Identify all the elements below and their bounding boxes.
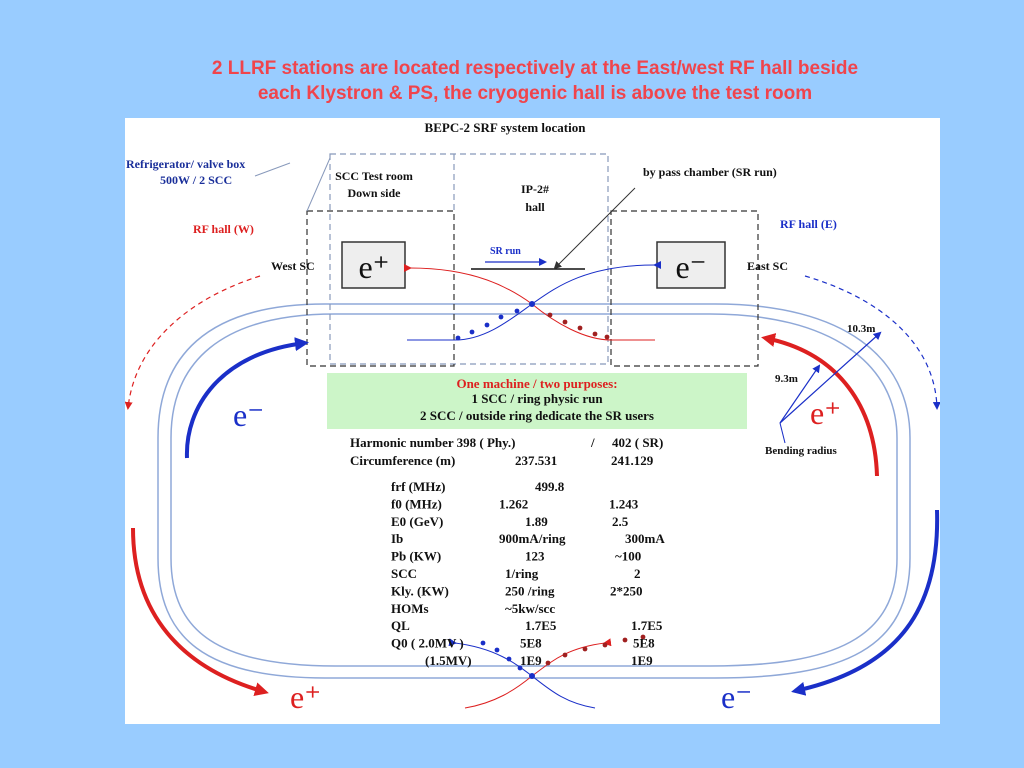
param-name: Ib [391, 531, 404, 547]
param-name: QL [391, 618, 410, 634]
rf-hall-west-label: RF hall (W) [193, 222, 254, 236]
bending-radius-pointer [780, 423, 785, 443]
param-value-sr: ~100 [615, 548, 642, 564]
refrigerator-label-2: 500W / 2 SCC [160, 173, 233, 187]
slide-title [130, 56, 940, 106]
test-room-label-2: Down side [347, 186, 401, 200]
param-value-sr: 1.243 [609, 496, 639, 512]
param-value-phy: 1.89 [525, 513, 548, 529]
param-value-phy: ~5kw/scc [505, 600, 556, 616]
slide-title-line-1: 2 LLRF stations are located respectively at the East/west RF hall beside [211, 58, 859, 79]
param-value-phy: 1.262 [499, 496, 529, 512]
test-room-label-1: SCC Test room [335, 169, 413, 183]
east-rf-feed-arrow [805, 276, 937, 408]
dim-outer-label: 10.3m [847, 323, 876, 335]
param-value-phy: 900mA/ring [499, 531, 566, 547]
purposes-line-1: 1 SCC / ring physic run [471, 391, 603, 406]
harmonic-label: Harmonic number 398 ( Phy.) [350, 435, 516, 450]
east-sc-label: East SC [747, 259, 789, 273]
param-name: HOMs [391, 600, 429, 616]
ring-positron-bottom-left-label: e⁺ [290, 679, 322, 715]
ip-hall-label-2: hall [525, 200, 545, 214]
refrigerator-pointer [255, 163, 290, 176]
rf-hall-east-label: RF hall (E) [780, 217, 837, 231]
param-name: Pb (KW) [391, 548, 442, 564]
bypass-pointer [555, 188, 635, 268]
circumference-phy: 237.531 [515, 453, 558, 468]
param-value-sr: 1.7E5 [631, 618, 663, 634]
refrigerator-box-link [307, 158, 330, 211]
param-value-sr: 1E9 [631, 653, 653, 668]
ring-positron-right-label: e⁺ [810, 395, 842, 431]
red-bunch-dots-upper [548, 313, 610, 340]
param-name: f0 (MHz) [391, 496, 442, 512]
dim-inner-label: 9.3m [775, 373, 798, 385]
srf-location-diagram [125, 118, 940, 724]
param-value-sr: 5E8 [633, 635, 655, 651]
sr-run-label: SR run [490, 246, 521, 257]
param-name: Kly. (KW) [391, 583, 449, 599]
circumference-label: Circumference (m) [350, 453, 456, 468]
bending-radius-label: Bending radius [765, 445, 837, 457]
param-value-phy: 1/ring [505, 566, 539, 581]
param-name: (1.5MV) [425, 653, 472, 668]
param-value-phy: 1.7E5 [525, 618, 557, 634]
refrigerator-label-1: Refrigerator/ valve box [126, 157, 246, 171]
param-value-sr: 2 [634, 566, 641, 581]
param-name: frf (MHz) [391, 479, 446, 494]
harmonic-sep: / [591, 435, 595, 450]
blue-beam-upper [455, 265, 655, 340]
param-value-phy: 499.8 [535, 479, 565, 494]
bypass-label: by pass chamber (SR run) [643, 165, 777, 179]
param-value-sr: 300mA [625, 531, 665, 547]
west-rf-feed-arrow [128, 276, 260, 408]
positron-cavity-label: e⁺ [358, 249, 390, 285]
purposes-line-2: 2 SCC / outside ring dedicate the SR users [419, 408, 655, 423]
param-name: E0 (GeV) [391, 513, 444, 529]
positron-arrow-bottom-left [133, 528, 265, 692]
param-name: SCC [391, 566, 418, 581]
param-value-sr: 2.5 [612, 513, 629, 529]
ring-electron-left-label: e⁻ [233, 397, 265, 433]
param-value-phy: 5E8 [520, 635, 542, 651]
slide-title-line-2: each Klystron & PS, the cryogenic hall is above the test room [257, 83, 813, 104]
circumference-sr: 241.129 [611, 453, 654, 468]
param-value-phy: 123 [525, 548, 545, 564]
ip-lower-point [529, 673, 535, 679]
west-sc-label: West SC [271, 259, 315, 273]
purposes-title: One machine / two purposes: [456, 376, 618, 391]
electron-arrow-bottom-right [795, 510, 937, 691]
ip-hall-label-1: IP-2# [521, 182, 549, 196]
electron-cavity-label: e⁻ [675, 249, 707, 285]
param-value-phy: 250 /ring [505, 583, 555, 599]
param-name: Q0 ( 2.0MV ) [391, 635, 464, 651]
param-value-sr: 2*250 [610, 583, 643, 599]
figure-title: BEPC-2 SRF system location [424, 120, 586, 135]
param-value-phy: 1E9 [520, 653, 542, 668]
ring-electron-bottom-right-label: e⁻ [721, 679, 753, 715]
diagram-canvas [125, 118, 940, 724]
harmonic-sr: 402 ( SR) [612, 435, 664, 450]
ip-upper-point [529, 301, 535, 307]
